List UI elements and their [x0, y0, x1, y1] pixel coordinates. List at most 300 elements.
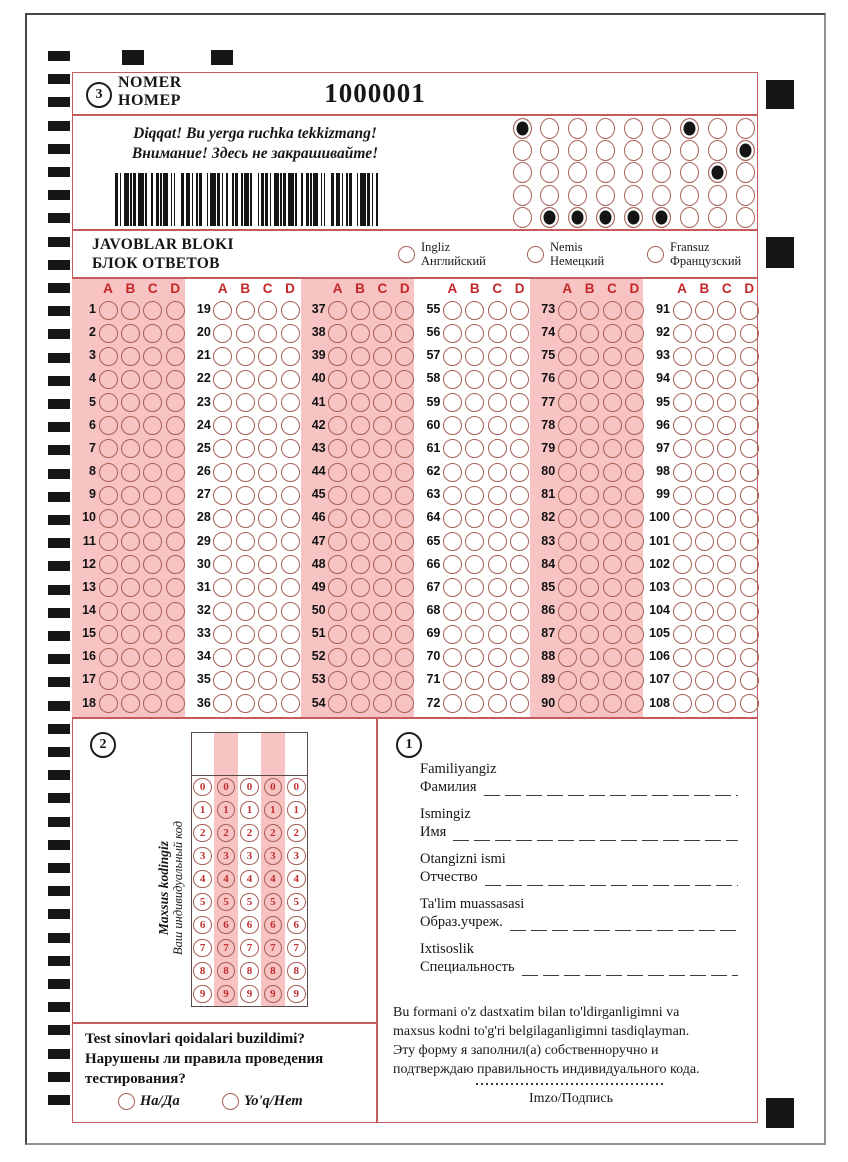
code-bubble-col5-digit1[interactable]: 1: [287, 801, 306, 820]
answer-bubble-65-A[interactable]: [443, 532, 462, 551]
answer-bubble-21-C[interactable]: [258, 347, 277, 366]
id-bubble-r1c9[interactable]: [736, 118, 755, 139]
answer-bubble-35-C[interactable]: [258, 671, 277, 690]
id-bubble-r1c2[interactable]: [540, 118, 559, 139]
code-bubble-col4-digit5[interactable]: 5: [264, 893, 283, 912]
answer-bubble-2-A[interactable]: [99, 324, 118, 343]
answer-bubble-36-B[interactable]: [236, 694, 255, 713]
answer-bubble-21-A[interactable]: [213, 347, 232, 366]
answer-bubble-19-C[interactable]: [258, 301, 277, 320]
code-bubble-col2-digit6[interactable]: 6: [217, 916, 236, 935]
answer-bubble-66-C[interactable]: [488, 555, 507, 574]
answer-bubble-82-C[interactable]: [603, 509, 622, 528]
id-bubble-r5c6[interactable]: [652, 207, 671, 228]
answer-bubble-98-A[interactable]: [673, 463, 692, 482]
answer-bubble-9-B[interactable]: [121, 486, 140, 505]
answer-bubble-102-B[interactable]: [695, 555, 714, 574]
field-write-line-5[interactable]: [522, 962, 738, 976]
answer-bubble-104-D[interactable]: [740, 602, 759, 621]
answer-bubble-38-C[interactable]: [373, 324, 392, 343]
answer-bubble-26-C[interactable]: [258, 463, 277, 482]
code-bubble-col4-digit0[interactable]: 0: [264, 778, 283, 797]
answer-bubble-87-A[interactable]: [558, 625, 577, 644]
answer-bubble-85-C[interactable]: [603, 578, 622, 597]
answer-bubble-100-B[interactable]: [695, 509, 714, 528]
code-bubble-col2-digit2[interactable]: 2: [217, 824, 236, 843]
answer-bubble-47-A[interactable]: [328, 532, 347, 551]
answer-bubble-73-A[interactable]: [558, 301, 577, 320]
code-bubble-col3-digit5[interactable]: 5: [240, 893, 259, 912]
answer-bubble-105-B[interactable]: [695, 625, 714, 644]
answer-bubble-65-C[interactable]: [488, 532, 507, 551]
answer-bubble-39-A[interactable]: [328, 347, 347, 366]
answer-bubble-103-D[interactable]: [740, 578, 759, 597]
answer-bubble-76-C[interactable]: [603, 370, 622, 389]
answer-bubble-106-D[interactable]: [740, 648, 759, 667]
code-bubble-col1-digit2[interactable]: 2: [193, 824, 212, 843]
id-bubble-r2c1[interactable]: [513, 140, 532, 161]
answer-bubble-47-B[interactable]: [351, 532, 370, 551]
answer-bubble-90-A[interactable]: [558, 694, 577, 713]
answer-bubble-93-D[interactable]: [740, 347, 759, 366]
answer-bubble-1-B[interactable]: [121, 301, 140, 320]
id-bubble-r3c9[interactable]: [736, 162, 755, 183]
code-bubble-col4-digit1[interactable]: 1: [264, 801, 283, 820]
id-bubble-r2c5[interactable]: [624, 140, 643, 161]
id-bubble-r5c1[interactable]: [513, 207, 532, 228]
code-bubble-col3-digit1[interactable]: 1: [240, 801, 259, 820]
answer-bubble-98-B[interactable]: [695, 463, 714, 482]
answer-bubble-75-B[interactable]: [580, 347, 599, 366]
answer-bubble-11-B[interactable]: [121, 532, 140, 551]
answer-bubble-95-B[interactable]: [695, 393, 714, 412]
answer-bubble-101-B[interactable]: [695, 532, 714, 551]
answer-bubble-16-C[interactable]: [143, 648, 162, 667]
id-bubble-r1c4[interactable]: [596, 118, 615, 139]
answer-bubble-54-A[interactable]: [328, 694, 347, 713]
answer-bubble-68-C[interactable]: [488, 602, 507, 621]
code-bubble-col2-digit5[interactable]: 5: [217, 893, 236, 912]
answer-bubble-102-D[interactable]: [740, 555, 759, 574]
answer-bubble-39-B[interactable]: [351, 347, 370, 366]
answer-bubble-3-A[interactable]: [99, 347, 118, 366]
answer-bubble-27-B[interactable]: [236, 486, 255, 505]
answer-bubble-81-C[interactable]: [603, 486, 622, 505]
answer-bubble-68-A[interactable]: [443, 602, 462, 621]
answer-bubble-43-B[interactable]: [351, 439, 370, 458]
answer-bubble-100-A[interactable]: [673, 509, 692, 528]
answer-bubble-91-C[interactable]: [717, 301, 736, 320]
answer-bubble-94-D[interactable]: [740, 370, 759, 389]
answer-bubble-10-A[interactable]: [99, 509, 118, 528]
answer-bubble-42-B[interactable]: [351, 416, 370, 435]
answer-bubble-77-A[interactable]: [558, 393, 577, 412]
answer-bubble-108-B[interactable]: [695, 694, 714, 713]
id-bubble-r4c7[interactable]: [680, 185, 699, 206]
code-bubble-col1-digit0[interactable]: 0: [193, 778, 212, 797]
answer-bubble-86-A[interactable]: [558, 602, 577, 621]
answer-bubble-20-B[interactable]: [236, 324, 255, 343]
id-bubble-r3c1[interactable]: [513, 162, 532, 183]
answer-bubble-1-A[interactable]: [99, 301, 118, 320]
answer-bubble-70-A[interactable]: [443, 648, 462, 667]
answer-bubble-104-B[interactable]: [695, 602, 714, 621]
id-bubble-r4c8[interactable]: [708, 185, 727, 206]
answer-bubble-85-A[interactable]: [558, 578, 577, 597]
answer-bubble-53-B[interactable]: [351, 671, 370, 690]
answer-bubble-34-C[interactable]: [258, 648, 277, 667]
code-bubble-col3-digit4[interactable]: 4: [240, 870, 259, 889]
answer-bubble-62-A[interactable]: [443, 463, 462, 482]
violation-option-no[interactable]: [222, 1093, 303, 1110]
violation-yes-bubble[interactable]: [118, 1093, 135, 1110]
code-bubble-col4-digit3[interactable]: 3: [264, 847, 283, 866]
code-bubble-col5-digit9[interactable]: 9: [287, 985, 306, 1004]
answer-bubble-92-A[interactable]: [673, 324, 692, 343]
answer-bubble-99-A[interactable]: [673, 486, 692, 505]
answer-bubble-50-A[interactable]: [328, 602, 347, 621]
answer-bubble-87-C[interactable]: [603, 625, 622, 644]
answer-bubble-5-B[interactable]: [121, 393, 140, 412]
code-bubble-col1-digit4[interactable]: 4: [193, 870, 212, 889]
answer-bubble-84-A[interactable]: [558, 555, 577, 574]
code-bubble-col4-digit9[interactable]: 9: [264, 985, 283, 1004]
answer-bubble-37-B[interactable]: [351, 301, 370, 320]
answer-bubble-101-A[interactable]: [673, 532, 692, 551]
code-bubble-col2-digit3[interactable]: 3: [217, 847, 236, 866]
answer-bubble-36-C[interactable]: [258, 694, 277, 713]
answer-bubble-67-C[interactable]: [488, 578, 507, 597]
answer-bubble-51-C[interactable]: [373, 625, 392, 644]
id-bubble-r2c8[interactable]: [708, 140, 727, 161]
answer-bubble-75-C[interactable]: [603, 347, 622, 366]
answer-bubble-83-A[interactable]: [558, 532, 577, 551]
code-bubble-col5-digit0[interactable]: 0: [287, 778, 306, 797]
answer-bubble-78-C[interactable]: [603, 416, 622, 435]
id-bubble-r5c9[interactable]: [736, 207, 755, 228]
answer-bubble-44-A[interactable]: [328, 463, 347, 482]
id-bubble-r2c6[interactable]: [652, 140, 671, 161]
answer-bubble-80-B[interactable]: [580, 463, 599, 482]
answer-bubble-12-B[interactable]: [121, 555, 140, 574]
code-bubble-col5-digit6[interactable]: 6: [287, 916, 306, 935]
answer-bubble-97-A[interactable]: [673, 439, 692, 458]
id-bubble-r5c7[interactable]: [680, 207, 699, 228]
answer-bubble-6-A[interactable]: [99, 416, 118, 435]
answer-bubble-93-C[interactable]: [717, 347, 736, 366]
answer-bubble-60-C[interactable]: [488, 416, 507, 435]
answer-bubble-82-A[interactable]: [558, 509, 577, 528]
field-write-line-2[interactable]: [453, 827, 738, 841]
answer-bubble-27-C[interactable]: [258, 486, 277, 505]
answer-bubble-20-A[interactable]: [213, 324, 232, 343]
answer-bubble-71-A[interactable]: [443, 671, 462, 690]
answer-bubble-40-A[interactable]: [328, 370, 347, 389]
code-bubble-col5-digit8[interactable]: 8: [287, 962, 306, 981]
answer-bubble-20-C[interactable]: [258, 324, 277, 343]
id-bubble-r1c3[interactable]: [568, 118, 587, 139]
code-bubble-col5-digit7[interactable]: 7: [287, 939, 306, 958]
code-bubble-col1-digit5[interactable]: 5: [193, 893, 212, 912]
answer-bubble-29-C[interactable]: [258, 532, 277, 551]
answer-bubble-2-B[interactable]: [121, 324, 140, 343]
answer-bubble-63-C[interactable]: [488, 486, 507, 505]
language-bubble-ingliz[interactable]: [398, 246, 415, 263]
answer-bubble-105-A[interactable]: [673, 625, 692, 644]
code-bubble-col3-digit6[interactable]: 6: [240, 916, 259, 935]
answer-bubble-14-B[interactable]: [121, 602, 140, 621]
answer-bubble-75-A[interactable]: [558, 347, 577, 366]
code-bubble-col2-digit0[interactable]: 0: [217, 778, 236, 797]
answer-bubble-37-A[interactable]: [328, 301, 347, 320]
field-write-line-1[interactable]: [484, 782, 739, 796]
answer-bubble-32-B[interactable]: [236, 602, 255, 621]
answer-bubble-56-B[interactable]: [465, 324, 484, 343]
answer-bubble-2-C[interactable]: [143, 324, 162, 343]
answer-bubble-54-B[interactable]: [351, 694, 370, 713]
answer-bubble-33-B[interactable]: [236, 625, 255, 644]
violation-option-yes[interactable]: [118, 1093, 180, 1110]
answer-bubble-55-A[interactable]: [443, 301, 462, 320]
answer-bubble-59-A[interactable]: [443, 393, 462, 412]
id-bubble-r1c7[interactable]: [680, 118, 699, 139]
answer-bubble-25-B[interactable]: [236, 439, 255, 458]
code-bubble-col1-digit6[interactable]: 6: [193, 916, 212, 935]
answer-bubble-53-A[interactable]: [328, 671, 347, 690]
answer-bubble-37-C[interactable]: [373, 301, 392, 320]
answer-bubble-16-B[interactable]: [121, 648, 140, 667]
answer-bubble-54-C[interactable]: [373, 694, 392, 713]
answer-bubble-32-C[interactable]: [258, 602, 277, 621]
answer-bubble-33-C[interactable]: [258, 625, 277, 644]
answer-bubble-90-C[interactable]: [603, 694, 622, 713]
code-bubble-col3-digit2[interactable]: 2: [240, 824, 259, 843]
answer-bubble-22-C[interactable]: [258, 370, 277, 389]
answer-bubble-19-A[interactable]: [213, 301, 232, 320]
answer-bubble-108-D[interactable]: [740, 694, 759, 713]
code-bubble-col4-digit2[interactable]: 2: [264, 824, 283, 843]
answer-bubble-48-C[interactable]: [373, 555, 392, 574]
answer-bubble-70-C[interactable]: [488, 648, 507, 667]
answer-bubble-45-A[interactable]: [328, 486, 347, 505]
answer-bubble-56-C[interactable]: [488, 324, 507, 343]
answer-bubble-86-C[interactable]: [603, 602, 622, 621]
answer-bubble-74-B[interactable]: [580, 324, 599, 343]
answer-bubble-26-B[interactable]: [236, 463, 255, 482]
answer-bubble-26-A[interactable]: [213, 463, 232, 482]
answer-bubble-56-A[interactable]: [443, 324, 462, 343]
id-bubble-r2c9[interactable]: [736, 140, 755, 161]
answer-bubble-4-A[interactable]: [99, 370, 118, 389]
answer-bubble-107-D[interactable]: [740, 671, 759, 690]
answer-bubble-22-B[interactable]: [236, 370, 255, 389]
answer-bubble-58-A[interactable]: [443, 370, 462, 389]
answer-bubble-68-B[interactable]: [465, 602, 484, 621]
answer-bubble-102-A[interactable]: [673, 555, 692, 574]
answer-bubble-84-C[interactable]: [603, 555, 622, 574]
code-bubble-col4-digit7[interactable]: 7: [264, 939, 283, 958]
answer-bubble-39-C[interactable]: [373, 347, 392, 366]
answer-bubble-95-D[interactable]: [740, 393, 759, 412]
answer-bubble-86-B[interactable]: [580, 602, 599, 621]
code-bubble-col3-digit0[interactable]: 0: [240, 778, 259, 797]
code-bubble-col5-digit4[interactable]: 4: [287, 870, 306, 889]
field-write-line-3[interactable]: [485, 872, 738, 886]
violation-no-bubble[interactable]: [222, 1093, 239, 1110]
answer-bubble-12-A[interactable]: [99, 555, 118, 574]
id-bubble-r4c2[interactable]: [540, 185, 559, 206]
answer-bubble-73-B[interactable]: [580, 301, 599, 320]
answer-bubble-95-A[interactable]: [673, 393, 692, 412]
answer-bubble-17-A[interactable]: [99, 671, 118, 690]
answer-bubble-1-C[interactable]: [143, 301, 162, 320]
answer-bubble-106-A[interactable]: [673, 648, 692, 667]
answer-bubble-44-C[interactable]: [373, 463, 392, 482]
answer-bubble-62-B[interactable]: [465, 463, 484, 482]
answer-bubble-64-A[interactable]: [443, 509, 462, 528]
answer-bubble-55-C[interactable]: [488, 301, 507, 320]
answer-bubble-92-C[interactable]: [717, 324, 736, 343]
language-option-fransuz[interactable]: [647, 240, 741, 268]
answer-bubble-7-A[interactable]: [99, 439, 118, 458]
language-option-ingliz[interactable]: [398, 240, 486, 268]
answer-bubble-57-A[interactable]: [443, 347, 462, 366]
answer-bubble-83-B[interactable]: [580, 532, 599, 551]
answer-bubble-10-B[interactable]: [121, 509, 140, 528]
answer-bubble-81-A[interactable]: [558, 486, 577, 505]
answer-bubble-83-C[interactable]: [603, 532, 622, 551]
answer-bubble-94-A[interactable]: [673, 370, 692, 389]
answer-bubble-31-B[interactable]: [236, 578, 255, 597]
answer-bubble-51-A[interactable]: [328, 625, 347, 644]
code-bubble-col2-digit9[interactable]: 9: [217, 985, 236, 1004]
answer-bubble-88-C[interactable]: [603, 648, 622, 667]
answer-bubble-89-A[interactable]: [558, 671, 577, 690]
answer-bubble-47-C[interactable]: [373, 532, 392, 551]
id-bubble-r4c1[interactable]: [513, 185, 532, 206]
answer-bubble-14-A[interactable]: [99, 602, 118, 621]
answer-bubble-72-A[interactable]: [443, 694, 462, 713]
answer-bubble-63-A[interactable]: [443, 486, 462, 505]
answer-bubble-66-A[interactable]: [443, 555, 462, 574]
answer-bubble-106-B[interactable]: [695, 648, 714, 667]
answer-bubble-30-B[interactable]: [236, 555, 255, 574]
answer-bubble-94-B[interactable]: [695, 370, 714, 389]
answer-bubble-104-C[interactable]: [717, 602, 736, 621]
id-bubble-r4c6[interactable]: [652, 185, 671, 206]
answer-bubble-3-C[interactable]: [143, 347, 162, 366]
answer-bubble-34-B[interactable]: [236, 648, 255, 667]
answer-bubble-92-B[interactable]: [695, 324, 714, 343]
answer-bubble-18-B[interactable]: [121, 694, 140, 713]
id-bubble-r4c4[interactable]: [596, 185, 615, 206]
answer-bubble-61-C[interactable]: [488, 439, 507, 458]
answer-bubble-88-B[interactable]: [580, 648, 599, 667]
code-bubble-col1-digit1[interactable]: 1: [193, 801, 212, 820]
answer-bubble-19-B[interactable]: [236, 301, 255, 320]
answer-bubble-104-A[interactable]: [673, 602, 692, 621]
code-bubble-col2-digit7[interactable]: 7: [217, 939, 236, 958]
answer-bubble-27-A[interactable]: [213, 486, 232, 505]
code-bubble-col1-digit9[interactable]: 9: [193, 985, 212, 1004]
code-bubble-col2-digit1[interactable]: 1: [217, 801, 236, 820]
answer-bubble-73-C[interactable]: [603, 301, 622, 320]
answer-bubble-63-B[interactable]: [465, 486, 484, 505]
answer-bubble-59-C[interactable]: [488, 393, 507, 412]
answer-bubble-8-A[interactable]: [99, 463, 118, 482]
answer-bubble-80-A[interactable]: [558, 463, 577, 482]
answer-bubble-16-A[interactable]: [99, 648, 118, 667]
answer-bubble-79-A[interactable]: [558, 439, 577, 458]
answer-bubble-15-B[interactable]: [121, 625, 140, 644]
answer-bubble-98-D[interactable]: [740, 463, 759, 482]
answer-bubble-18-A[interactable]: [99, 694, 118, 713]
answer-bubble-53-C[interactable]: [373, 671, 392, 690]
answer-bubble-106-C[interactable]: [717, 648, 736, 667]
answer-bubble-40-C[interactable]: [373, 370, 392, 389]
answer-bubble-15-C[interactable]: [143, 625, 162, 644]
signature-line[interactable]: [476, 1082, 666, 1085]
answer-bubble-101-D[interactable]: [740, 532, 759, 551]
answer-bubble-99-D[interactable]: [740, 486, 759, 505]
answer-bubble-93-A[interactable]: [673, 347, 692, 366]
answer-bubble-45-B[interactable]: [351, 486, 370, 505]
answer-bubble-107-B[interactable]: [695, 671, 714, 690]
answer-bubble-33-A[interactable]: [213, 625, 232, 644]
answer-bubble-74-A[interactable]: [558, 324, 577, 343]
answer-bubble-89-C[interactable]: [603, 671, 622, 690]
answer-bubble-38-A[interactable]: [328, 324, 347, 343]
language-bubble-fransuz[interactable]: [647, 246, 664, 263]
answer-bubble-51-B[interactable]: [351, 625, 370, 644]
id-bubble-r4c5[interactable]: [624, 185, 643, 206]
answer-bubble-90-B[interactable]: [580, 694, 599, 713]
answer-bubble-48-B[interactable]: [351, 555, 370, 574]
code-bubble-col3-digit3[interactable]: 3: [240, 847, 259, 866]
answer-bubble-91-A[interactable]: [673, 301, 692, 320]
answer-bubble-46-B[interactable]: [351, 509, 370, 528]
id-bubble-r1c1[interactable]: [513, 118, 532, 139]
answer-bubble-8-C[interactable]: [143, 463, 162, 482]
id-bubble-r1c5[interactable]: [624, 118, 643, 139]
answer-bubble-15-A[interactable]: [99, 625, 118, 644]
answer-bubble-9-A[interactable]: [99, 486, 118, 505]
answer-bubble-89-B[interactable]: [580, 671, 599, 690]
answer-bubble-91-D[interactable]: [740, 301, 759, 320]
answer-bubble-97-D[interactable]: [740, 439, 759, 458]
answer-bubble-99-C[interactable]: [717, 486, 736, 505]
answer-bubble-92-D[interactable]: [740, 324, 759, 343]
answer-bubble-58-C[interactable]: [488, 370, 507, 389]
answer-bubble-88-A[interactable]: [558, 648, 577, 667]
id-bubble-r2c7[interactable]: [680, 140, 699, 161]
answer-bubble-24-B[interactable]: [236, 416, 255, 435]
code-bubble-col5-digit5[interactable]: 5: [287, 893, 306, 912]
answer-bubble-81-B[interactable]: [580, 486, 599, 505]
answer-bubble-29-B[interactable]: [236, 532, 255, 551]
answer-bubble-105-D[interactable]: [740, 625, 759, 644]
answer-bubble-76-A[interactable]: [558, 370, 577, 389]
answer-bubble-64-C[interactable]: [488, 509, 507, 528]
answer-bubble-91-B[interactable]: [695, 301, 714, 320]
answer-bubble-107-A[interactable]: [673, 671, 692, 690]
answer-bubble-98-C[interactable]: [717, 463, 736, 482]
answer-bubble-72-C[interactable]: [488, 694, 507, 713]
answer-bubble-21-B[interactable]: [236, 347, 255, 366]
language-bubble-nemis[interactable]: [527, 246, 544, 263]
answer-bubble-28-C[interactable]: [258, 509, 277, 528]
answer-bubble-79-C[interactable]: [603, 439, 622, 458]
